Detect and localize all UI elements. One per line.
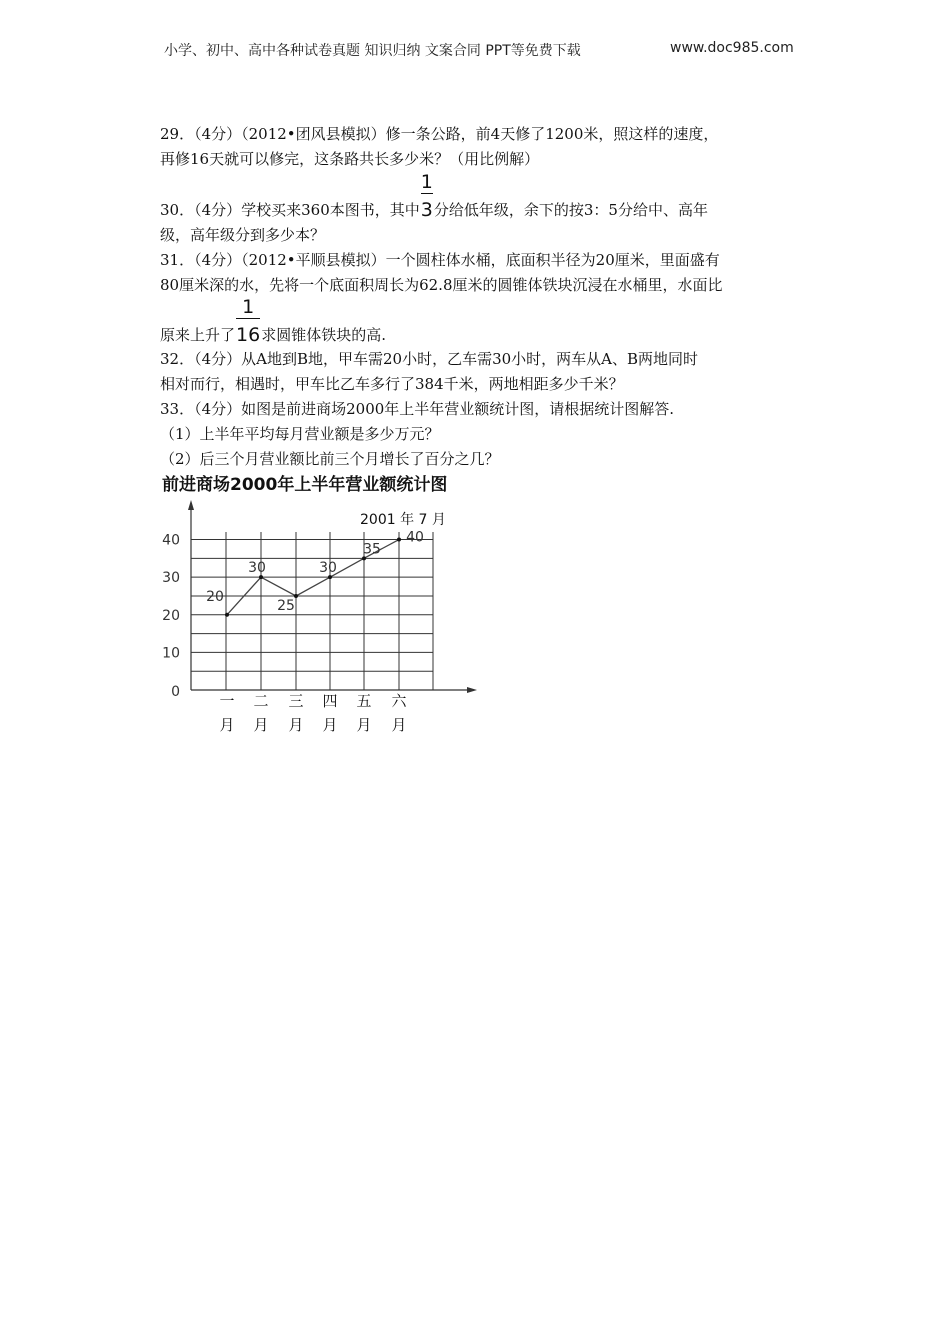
data-label: 30 <box>248 560 266 577</box>
fraction-bar <box>421 193 433 194</box>
x-tick-label-top: 二 <box>253 692 269 710</box>
data-point <box>225 613 229 617</box>
x-tick-label-bottom: 月 <box>356 716 372 734</box>
x-axis-arrow <box>467 687 477 693</box>
question-33 <box>160 397 792 472</box>
chart-annotation: 2001 年 7 月 <box>360 512 446 528</box>
question-29-line1: 29．（4分）（2012•团风县模拟）修一条公路，前4天修了1200米，照这样的速度， <box>160 125 719 143</box>
question-31-line3 <box>160 296 792 348</box>
data-label: 20 <box>206 588 224 605</box>
y-tick-label: 10 <box>162 645 180 662</box>
data-label: 35 <box>363 541 381 558</box>
x-tick-label-top: 六 <box>391 692 407 710</box>
x-tick-label-bottom: 月 <box>253 716 269 734</box>
question-30-line1 <box>160 171 792 223</box>
question-31-line2: 80厘米深的水，先将一个底面积周长为62.8厘米的圆锥体铁块沉浸在水桶里，水面比 <box>160 276 723 294</box>
question-32-line2: 相对而行，相遇时，甲车比乙车多行了384千米，两地相距多少千米？ <box>160 375 624 393</box>
header-text: 小学、初中、高中各种试卷真题 知识归纳 文案合同 PPT等免费下载 <box>164 43 581 59</box>
question-32-line1: 32．（4分）从A地到B地，甲车需20小时，乙车需30小时，两车从A、B两地同时 <box>160 350 699 368</box>
x-tick-label-top: 五 <box>356 692 372 710</box>
data-label: 30 <box>319 560 337 577</box>
x-tick-label-bottom: 月 <box>288 716 304 734</box>
data-label: 25 <box>277 597 295 614</box>
question-33-sub2: （2）后三个月营业额比前三个月增长了百分之几？ <box>160 450 500 468</box>
fraction-one-third <box>420 171 433 223</box>
fraction-one-sixteenth <box>236 296 261 348</box>
question-32 <box>160 347 792 397</box>
chart-title: 前进商场2000年上半年营业额统计图 <box>162 475 448 495</box>
question-31-text-a: 原来上升了 <box>160 326 236 344</box>
question-31-text-b: 求圆锥体铁块的高. <box>261 326 386 344</box>
data-point <box>397 538 401 542</box>
x-tick-label-bottom: 月 <box>219 716 235 734</box>
y-tick-label: 20 <box>162 607 180 624</box>
x-tick-label-top: 一 <box>219 692 235 710</box>
data-label: 40 <box>406 529 424 546</box>
fraction-denominator: 3 <box>420 199 433 221</box>
fraction-numerator: 1 <box>242 296 255 318</box>
page-header <box>164 40 794 60</box>
line-chart <box>150 498 490 743</box>
question-30-text-a: 30．（4分）学校买来360本图书，其中 <box>160 201 420 219</box>
x-tick-label-bottom: 月 <box>391 716 407 734</box>
x-tick-label-top: 三 <box>288 692 304 710</box>
x-tick-label-top: 四 <box>322 692 338 710</box>
question-29 <box>160 122 792 172</box>
fraction-denominator: 16 <box>236 324 261 346</box>
question-33-line1: 33．（4分）如图是前进商场2000年上半年营业额统计图，请根据统计图解答. <box>160 400 675 418</box>
question-33-sub1: （1）上半年平均每月营业额是多少万元？ <box>160 425 440 443</box>
question-29-line2: 再修16天就可以修完，这条路共长多少米？（用比例解） <box>160 150 540 168</box>
y-tick-label: 40 <box>162 532 180 549</box>
fraction-numerator: 1 <box>420 171 433 193</box>
y-axis-arrow <box>188 500 194 510</box>
question-30-text-b: 分给低年级，余下的按3：5分给中、高年 <box>433 201 708 219</box>
question-30-line2: 级，高年级分到多少本？ <box>160 226 326 244</box>
header-url[interactable]: www.doc985.com <box>670 40 794 56</box>
question-31-line1: 31．（4分）（2012•平顺县模拟）一个圆柱体水桶，底面积半径为20厘米，里面盛有 <box>160 251 720 269</box>
question-30 <box>160 171 792 248</box>
question-31 <box>160 248 792 348</box>
x-tick-label-bottom: 月 <box>322 716 338 734</box>
fraction-bar <box>236 318 260 319</box>
y-tick-label: 30 <box>162 570 180 587</box>
y-tick-label: 0 <box>171 684 180 700</box>
